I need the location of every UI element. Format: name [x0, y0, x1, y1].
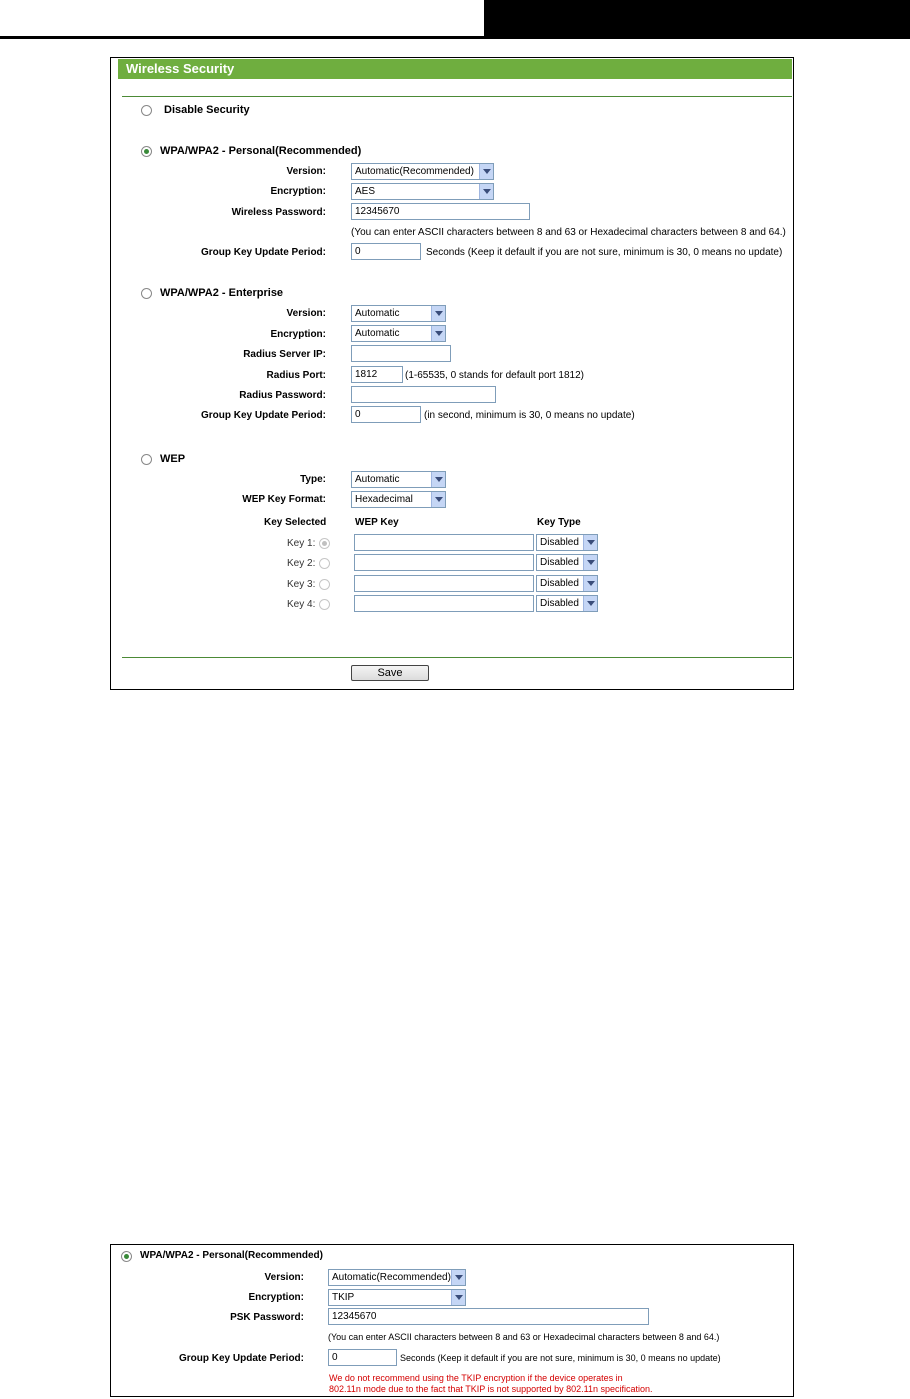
psk-password-label: PSK Password:: [230, 1312, 304, 1323]
wpa-personal-gkup-note: Seconds (Keep it default if you are not sure, minimum is 30, 0 means no update): [426, 247, 783, 258]
tkip-warning-line2: 802.11n mode due to the fact that TKIP is not supported by 802.11n specification.: [329, 1384, 653, 1394]
wep-key-input[interactable]: [354, 534, 534, 551]
wep-key-radio[interactable]: [319, 538, 330, 549]
wep-col-key-type: Key Type: [537, 517, 581, 528]
wep-key-type-select[interactable]: [536, 554, 598, 571]
panel-bottom-rule: [122, 657, 792, 658]
wep-key-input[interactable]: [354, 595, 534, 612]
tkip-warning-line1: We do not recommend using the TKIP encryption if the device operates in: [329, 1373, 623, 1383]
wep-key-label: Key 1:: [287, 538, 316, 549]
wep-format-value: Hexadecimal: [355, 494, 413, 505]
disable-security-label: Disable Security: [164, 104, 250, 116]
wpa-personal-password-input[interactable]: 12345670: [351, 203, 530, 220]
wpa-personal-version-label: Version:: [286, 166, 326, 177]
wep-label: WEP: [160, 453, 186, 465]
chevron-down-icon: [479, 164, 493, 179]
panel-top-rule: [122, 96, 792, 97]
chevron-down-icon: [431, 472, 445, 487]
wep-key-input[interactable]: [354, 575, 534, 592]
header-black-bar: [484, 0, 910, 38]
wpa-personal-encryption-label: Encryption:: [248, 1292, 304, 1303]
wep-key-input[interactable]: [354, 554, 534, 571]
wep-key-type-value: Disabled: [540, 578, 579, 589]
wep-format-select[interactable]: [351, 491, 446, 508]
wpa-personal-encryption-value: TKIP: [332, 1292, 355, 1303]
wpa-personal-version-value: Automatic(Recommended): [332, 1272, 451, 1283]
wpa-personal-gkup-label: Group Key Update Period:: [178, 1353, 304, 1364]
wep-format-label: WEP Key Format:: [242, 494, 326, 505]
wpa-personal-encryption-label: Encryption:: [270, 186, 326, 197]
chevron-down-icon: [479, 184, 493, 199]
chevron-down-icon: [431, 306, 445, 321]
radius-password-label: Radius Password:: [239, 390, 326, 401]
wpa-enterprise-encryption-label: Encryption:: [270, 329, 326, 340]
wep-type-select[interactable]: [351, 471, 446, 488]
wpa-enterprise-radio[interactable]: [141, 288, 152, 299]
wpa-enterprise-version-label: Version:: [286, 308, 326, 319]
wpa-personal-version-label: Version:: [264, 1272, 304, 1283]
wpa-personal-encryption-select[interactable]: [328, 1289, 466, 1306]
wpa-enterprise-version-value: Automatic: [355, 308, 400, 319]
wep-key-type-value: Disabled: [540, 598, 579, 609]
wpa-personal-version-select[interactable]: [351, 163, 494, 180]
wep-key-type-select[interactable]: [536, 575, 598, 592]
wep-key-radio[interactable]: [319, 579, 330, 590]
chevron-down-icon: [583, 576, 597, 591]
wep-key-label: Key 3:: [287, 579, 316, 590]
wep-key-type-value: Disabled: [540, 537, 579, 548]
wpa-personal-version-select[interactable]: [328, 1269, 466, 1286]
wpa-enterprise-encryption-select[interactable]: [351, 325, 446, 342]
wpa-enterprise-gkup-note: (in second, minimum is 30, 0 means no update): [424, 410, 635, 421]
panel-title: Wireless Security: [126, 61, 235, 76]
disable-security-radio[interactable]: [141, 105, 152, 116]
wep-key-type-value: Disabled: [540, 557, 579, 568]
wpa-personal-encryption-value: AES: [355, 186, 376, 197]
chevron-down-icon: [583, 555, 597, 570]
panel-title-bar: [118, 59, 792, 79]
wpa-enterprise-version-select[interactable]: [351, 305, 446, 322]
chevron-down-icon: [431, 326, 445, 341]
wep-type-label: Type:: [300, 474, 326, 485]
header-rule: [0, 36, 910, 39]
radius-password-input[interactable]: [351, 386, 496, 403]
wpa-personal-radio[interactable]: [141, 146, 152, 157]
psk-password-note: (You can enter ASCII characters between 8 and 63 or Hexadecimal characters between 8 and 64.): [328, 1332, 720, 1342]
wep-key-label: Key 4:: [287, 599, 316, 610]
save-button[interactable]: Save: [351, 665, 429, 681]
wpa-personal-encryption-select[interactable]: [351, 183, 494, 200]
wpa-enterprise-gkup-input[interactable]: 0: [351, 406, 421, 423]
wpa-personal-label: WPA/WPA2 - Personal(Recommended): [140, 1250, 323, 1261]
radius-port-note: (1-65535, 0 stands for default port 1812): [405, 370, 585, 381]
chevron-down-icon: [431, 492, 445, 507]
wep-key-type-select[interactable]: [536, 595, 598, 612]
radius-server-ip-label: Radius Server IP:: [243, 349, 326, 360]
radius-port-input[interactable]: 1812: [351, 366, 403, 383]
wpa-personal-password-label: Wireless Password:: [231, 207, 326, 218]
wep-type-value: Automatic: [355, 474, 400, 485]
wep-col-key-selected: Key Selected: [264, 517, 327, 528]
chevron-down-icon: [451, 1290, 465, 1305]
psk-password-input[interactable]: 12345670: [328, 1308, 649, 1325]
wep-col-wep-key: WEP Key: [355, 517, 399, 528]
wep-key-type-select[interactable]: [536, 534, 598, 551]
wpa-personal-gkup-note: Seconds (Keep it default if you are not sure, minimum is 30, 0 means no update): [400, 1353, 721, 1363]
wpa-enterprise-label: WPA/WPA2 - Enterprise: [160, 287, 284, 299]
radius-port-label: Radius Port:: [266, 370, 326, 381]
wep-key-radio[interactable]: [319, 599, 330, 610]
wpa-enterprise-encryption-value: Automatic: [355, 328, 400, 339]
wep-radio[interactable]: [141, 454, 152, 465]
wpa-personal-radio[interactable]: [121, 1251, 132, 1262]
wep-key-label: Key 2:: [287, 558, 316, 569]
wpa-personal-gkup-input[interactable]: 0: [328, 1349, 397, 1366]
radius-server-ip-input[interactable]: [351, 345, 451, 362]
chevron-down-icon: [451, 1270, 465, 1285]
wpa-personal-version-value: Automatic(Recommended): [355, 166, 474, 177]
chevron-down-icon: [583, 596, 597, 611]
wpa-personal-password-note: (You can enter ASCII characters between 8 and 63 or Hexadecimal characters between 8 and 64.): [351, 227, 786, 238]
wep-key-radio[interactable]: [319, 558, 330, 569]
wpa-personal-label: WPA/WPA2 - Personal(Recommended): [160, 145, 362, 157]
wpa-enterprise-gkup-label: Group Key Update Period:: [200, 410, 326, 421]
chevron-down-icon: [583, 535, 597, 550]
wpa-personal-gkup-input[interactable]: 0: [351, 243, 421, 260]
wpa-personal-gkup-label: Group Key Update Period:: [200, 247, 326, 258]
